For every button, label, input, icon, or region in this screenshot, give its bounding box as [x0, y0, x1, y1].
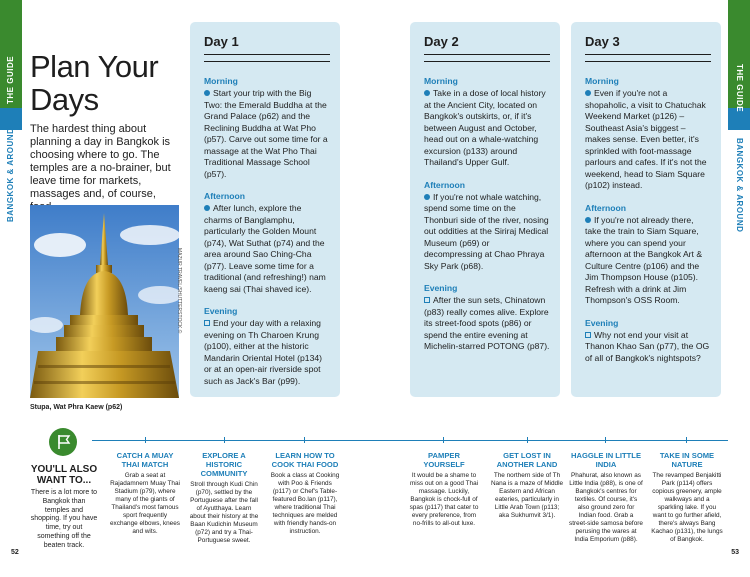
suggestion-heading: CATCH A MUAY THAI MATCH — [116, 451, 174, 469]
slot-text: After the sun sets, Chinatown (p83) really comes alive. Explore its street-food spots (p86) or spend the entire evening at Michelin-starred POTONG (p87). — [424, 295, 550, 351]
day-title: Day 2 — [424, 34, 550, 55]
slot-label: Evening — [585, 317, 619, 328]
suggestion-item — [651, 451, 723, 544]
suggestion-item — [569, 451, 643, 544]
suggestion-heading: TAKE IN SOME NATURE — [659, 451, 715, 469]
suggestion-text: Stroll through Kudi Chin (p70), settled by the Portuguese after the fall of Ayutthaya. Learn about their history at the Baan Kudichin Museum (p72) and try a Thai-Portuguese sweet. — [189, 481, 259, 544]
slot-label: Afternoon — [585, 202, 627, 213]
sidebar-region-label: BANGKOK & AROUND — [6, 127, 15, 222]
day-panel — [410, 22, 560, 397]
slot-text: Even if you're not a shopaholic, a visit to Chatuchak Weekend Market (p126) – Southeast Asia's biggest – makes sense. Even better, it's sprinkled with foot-massage parlours and cafes. If it's not the weekend, head to Siam Square (p102) instead. — [585, 88, 707, 190]
stupa-photo — [30, 205, 179, 398]
photo-caption: Stupa, Wat Phra Kaew (p62) — [30, 404, 123, 411]
suggestion-item — [269, 451, 341, 536]
timeline-tick — [605, 437, 606, 443]
bullet-dot-icon — [585, 217, 591, 223]
suggestion-item — [110, 451, 180, 536]
left-sidebar-tab — [0, 0, 22, 577]
page-number-right: 53 — [731, 549, 739, 556]
intro-text: The hardest thing about planning a day in Bangkok is choosing where to go. The temples are a no-brainer, but leave time for markets, massages and, of course, — [30, 123, 171, 200]
slot-label: Evening — [424, 283, 458, 293]
page-number-left: 52 — [11, 549, 19, 556]
day-panel — [190, 22, 340, 397]
sidebar-guide-label: THE GUIDE — [735, 64, 744, 113]
slot-label: Afternoon — [424, 179, 466, 190]
slot-text: Take in a dose of local history at the Ancient City, located on Bangkok's outskirts, or, if it's between August and October, head out on a whale-watching excursion (p133) around Thailand's Upper Gulf. — [424, 88, 546, 167]
bullet-dot-icon — [204, 205, 210, 211]
timeline-tick — [443, 437, 444, 443]
suggestion-text: The revamped Benjakitti Park (p114) offers copious greenery, ample walkways and a sparkling lake. If you want to go further afield, there's always Bang Kachao (p131), the lungs of Bangkok. — [651, 472, 723, 543]
bullet-dot-icon — [424, 194, 430, 200]
sidebar-guide-label: THE GUIDE — [6, 55, 15, 104]
photo-credit: MAZUR TRAVEL/SHUTTERSTOCK © — [176, 248, 182, 334]
suggestion-heading: LEARN HOW TO COOK THAI FOOD — [271, 451, 339, 469]
slot-text: If you're not whale watching, spend some time on the Thonburi side of the river, nosing out oddities at the Siriraj Medical Museum (p69) or decompressing at Chao Phraya Sky Park (p68). — [424, 191, 549, 271]
suggestion-heading: HAGGLE IN LITTLE INDIA — [570, 451, 642, 469]
day-title: Day 1 — [204, 34, 330, 55]
divider — [424, 55, 550, 62]
timeline-tick — [224, 437, 225, 443]
timeline-tick — [527, 437, 528, 443]
right-sidebar-tab — [728, 0, 750, 577]
bullet-square-icon — [585, 332, 591, 338]
suggestion-text: Book a class at Cooking with Poo & Friends (p117) or Chef's Table-featured Bo.lan (p117), where traditional Thai techniques are melded with friendly hands-on instruction. — [270, 472, 340, 535]
flag-badge-icon — [49, 428, 77, 456]
slot-text: After lunch, explore the charms of Banglamphu, particularly the Golden Mount (p74), Wat Suthat (p74) and the area around Sao Ching-Cha (p77). Leave some time for a traditional (and refreshing!) nam kaeng sai (Thai shaved ice). — [204, 203, 326, 294]
slot-label: Morning — [424, 76, 458, 86]
bullet-dot-icon — [424, 90, 430, 96]
bullet-dot-icon — [204, 90, 210, 96]
timeline-tick — [686, 437, 687, 443]
bullet-square-icon — [204, 320, 210, 326]
sidebar-region-label: BANGKOK & AROUND — [735, 138, 744, 233]
suggestion-text: It would be a shame to miss out on a good Thai massage. Luckily, Bangkok is chock-full of spas (p117) that cater to every preference, from no-frills to all-out luxe. — [409, 472, 479, 527]
slot-label: Morning — [585, 76, 619, 86]
bullet-square-icon — [424, 297, 430, 303]
suggestion-heading: GET LOST IN ANOTHER LAND — [496, 451, 558, 469]
slot-text: Start your trip with the Big Two: the Emerald Buddha at the Grand Palace (p62) and the Reclining Buddha at Wat Pho (p57). Carve out some time for a massage at the Wat Pho Thai Traditional Massage School (p57). — [204, 88, 328, 179]
suggestion-heading: PAMPER YOURSELF — [423, 451, 465, 469]
timeline-line — [92, 440, 728, 441]
also-text: There is a lot more to Bangkok than temples and shopping. If you have time, try out something off the beaten track. — [30, 489, 98, 549]
suggestion-text: The northern side of Th Nana is a maze of Middle Eastern and African eateries, particularly in Little Arab Town (p113; aka Sukhumvit 3/1). — [490, 472, 564, 519]
slot-text: If you're not already there, take the train to Siam Square, where you can spend your afternoon at the Bangkok Art & Culture Centre (p106) and the Jim Thompson House (p105). Refresh with a drink at Jim Thompson's OSS Room. — [585, 214, 703, 305]
day-title: Day 3 — [585, 34, 711, 55]
suggestion-item — [490, 451, 564, 520]
slot-label: Afternoon — [204, 191, 246, 201]
also-title: YOU'LL ALSO WANT TO... — [30, 464, 98, 486]
suggestion-item — [407, 451, 481, 528]
slot-label: Evening — [204, 306, 238, 316]
bullet-dot-icon — [585, 90, 591, 96]
divider — [585, 55, 711, 62]
timeline-tick — [145, 437, 146, 443]
day-panel — [571, 22, 721, 397]
suggestion-heading: EXPLORE A HISTORIC COMMUNITY — [200, 451, 248, 478]
page-title: Plan Your Days — [30, 49, 159, 117]
slot-label: Morning — [204, 76, 238, 86]
slot-text: End your day with a relaxing evening on Th Charoen Krung (p100), either at the historic Mandarin Oriental Hotel (p134) or at an open-air riverside spot such as Jack's Bar (p99). — [204, 318, 322, 386]
suggestion-text: Phahurat, also known as Little India (p88), is one of Bangkok's centres for textiles. Of course, it's also ground zero for Indian food. Grab a street-side samosa before perusing the wares at India Emporium (p88). — [569, 472, 643, 543]
divider — [204, 55, 330, 62]
slot-text: Why not end your visit at Thanon Khao San (p77), the OG of all of Bangkok's nightspots? — [585, 329, 710, 363]
suggestion-item — [189, 451, 259, 545]
timeline-tick — [304, 437, 305, 443]
suggestion-text: Grab a seat at Rajadamnern Muay Thai Stadium (p79), where many of the giants of Thailand's most famous sport frequently exchange elbows, knees and wits. — [110, 472, 180, 535]
